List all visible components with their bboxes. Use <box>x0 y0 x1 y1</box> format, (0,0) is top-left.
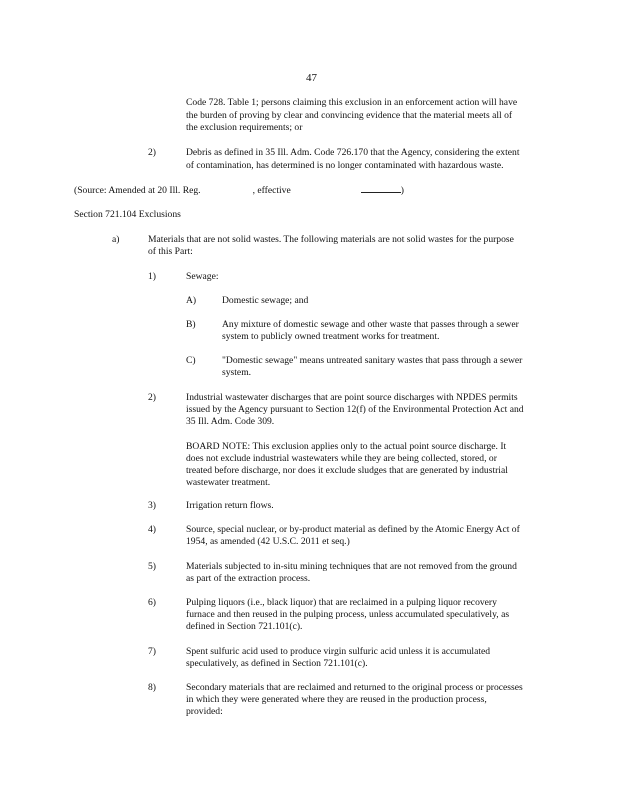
date-blank <box>361 184 401 193</box>
source-note <box>74 184 404 197</box>
item-label: 2) <box>148 392 156 403</box>
text-line: Spent sulfuric acid used to produce virgin sulfuric acid unless it is accumulated <box>186 646 491 657</box>
item-label: B) <box>186 319 196 330</box>
text-line: system to publicly owned treatment works for treatment. <box>222 331 440 342</box>
text-line: as part of the extraction process. <box>186 573 311 584</box>
item-label: 1) <box>148 271 156 282</box>
source-effective: , effective <box>252 185 291 196</box>
text-line: Industrial wastewater discharges that are point source discharges with NPDES permits <box>186 392 518 403</box>
text-line: Source, special nuclear, or by-product material as defined by the Atomic Energy Act of <box>186 524 520 535</box>
text-line: 1954, as amended (42 U.S.C. 2011 et seq.) <box>186 536 350 547</box>
text-line: of contamination, has determined is no longer contaminated with hazardous waste. <box>186 160 504 171</box>
item-label: C) <box>186 355 196 366</box>
item-label: A) <box>186 295 197 306</box>
text-line: speculatively, as defined in Section 721.101(c). <box>186 658 368 669</box>
text-line: wastewater treatment. <box>186 477 271 488</box>
item-label: 2) <box>148 147 156 158</box>
text-line: furnace and then reused in the pulping process, unless accumulated speculatively, as <box>186 609 510 620</box>
text-line: Pulping liquors (i.e., black liquor) that are reclaimed in a pulping liquor recovery <box>186 597 497 608</box>
text-line: issued by the Agency pursuant to Section 12(f) of the Environmental Protection Act and <box>186 404 524 415</box>
section-heading: Section 721.104 Exclusions <box>74 209 181 220</box>
text-line: 35 Ill. Adm. Code 309. <box>186 416 275 427</box>
item-label: 6) <box>148 597 156 608</box>
text-line: in which they were generated where they are reused in the production process, <box>186 694 487 705</box>
text-line: Secondary materials that are reclaimed and returned to the original process or processes <box>186 682 523 693</box>
page-number: 47 <box>306 72 317 84</box>
text-line: defined in Section 721.101(c). <box>186 621 303 632</box>
source-close: ) <box>400 185 404 196</box>
text-line: Domestic sewage; and <box>222 295 309 306</box>
text-line: BOARD NOTE: This exclusion applies only to the actual point source discharge. It <box>186 441 507 452</box>
item-label: 8) <box>148 682 156 693</box>
text-line: Debris as defined in 35 Ill. Adm. Code 726.170 that the Agency, considering the extent <box>186 147 520 158</box>
text-line: of this Part: <box>148 246 193 257</box>
text-line: "Domestic sewage" means untreated sanitary wastes that pass through a sewer <box>222 355 523 366</box>
text-line: Sewage: <box>186 271 219 282</box>
text-line: the burden of proving by clear and convincing evidence that the material meets all of <box>186 110 513 121</box>
source-prefix: (Source: Amended at 20 Ill. Reg. <box>74 185 201 196</box>
item-label: 4) <box>148 524 156 535</box>
text-line: Materials that are not solid wastes. The following materials are not solid wastes for the purpose <box>148 234 514 245</box>
item-label: 3) <box>148 500 156 511</box>
text-line: does not exclude industrial wastewaters while they are being collected, stored, or <box>186 453 497 464</box>
text-line: Any mixture of domestic sewage and other waste that passes through a sewer <box>222 319 519 330</box>
text-line: the exclusion requirements; or <box>186 122 303 133</box>
item-label: a) <box>112 234 120 245</box>
text-line: Code 728. Table 1; persons claiming this exclusion in an enforcement action will have <box>186 97 518 108</box>
text-line: treated before discharge, nor does it exclude sludges that are generated by industrial <box>186 465 508 476</box>
text-line: system. <box>222 367 252 378</box>
item-label: 5) <box>148 561 156 572</box>
text-line: Irrigation return flows. <box>186 500 274 511</box>
text-line: provided: <box>186 706 223 717</box>
item-label: 7) <box>148 646 156 657</box>
text-line: Materials subjected to in-situ mining techniques that are not removed from the ground <box>186 561 517 572</box>
